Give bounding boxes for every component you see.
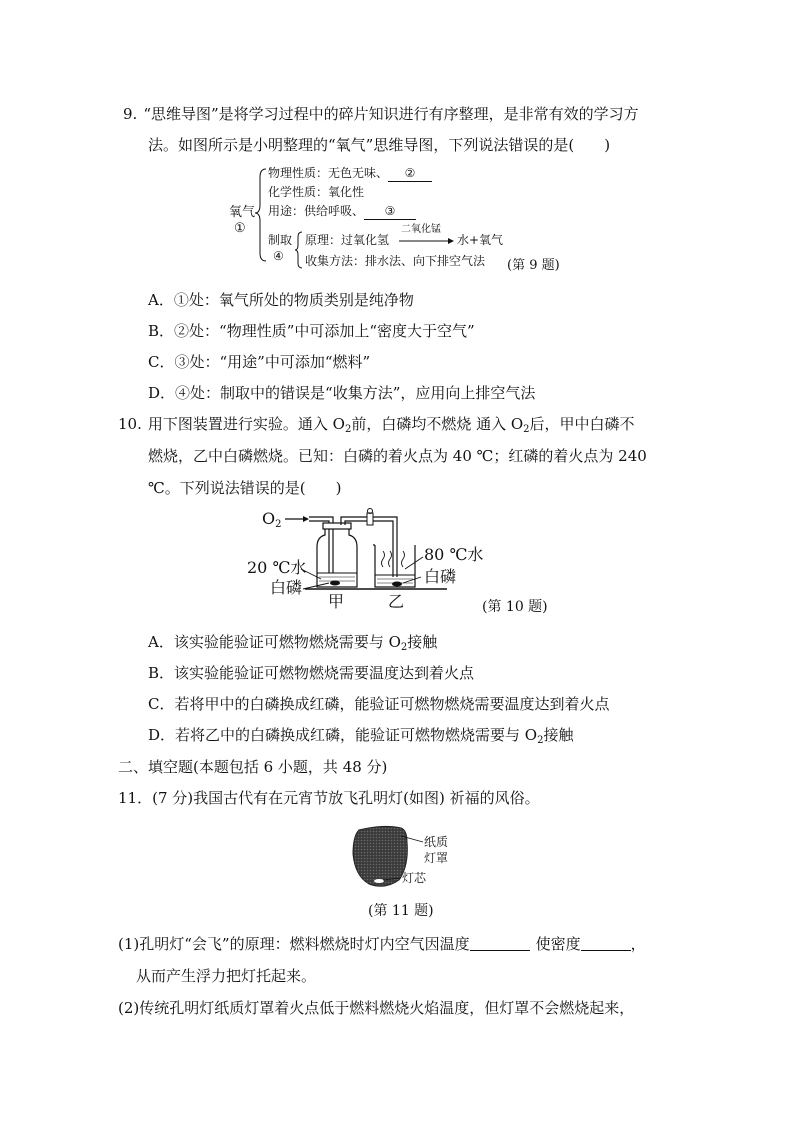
q10-number: 10. — [118, 415, 142, 433]
fig10-water-right: 80 ℃水 — [424, 545, 484, 564]
q10-figure-caption: (第 10 题) — [482, 599, 548, 615]
mindmap-products: 水+氧气 — [457, 233, 504, 247]
q11-blank-2[interactable] — [581, 934, 631, 951]
q9-figure-caption: (第 9 题) — [507, 258, 560, 273]
mindmap-physical: 物理性质：无色无味、 ② — [268, 165, 432, 182]
q10-option-c[interactable]: C．若将甲中的白磷换成红磷，能验证可燃物燃烧需要温度达到着火点 — [148, 695, 610, 713]
mindmap-prep-brace — [294, 230, 304, 270]
q9-line1 — [123, 104, 639, 124]
q9-option-d[interactable]: D．④处：制取中的错误是“收集方法”，应用向上排空气法 — [148, 384, 536, 402]
reaction-arrow — [398, 236, 456, 246]
q9-option-c[interactable]: C．③处：“用途”中可添加“燃料” — [148, 353, 371, 371]
mindmap-collect: 收集方法：排水法、向下排空气法 — [305, 254, 486, 268]
fig10-label-yi: 乙 — [388, 592, 405, 611]
fig10-phosphorus-right: 白磷 — [424, 567, 457, 586]
mindmap-chemical: 化学性质：氧化性 — [268, 185, 365, 199]
q11-number: 11． — [118, 789, 153, 807]
fig10-label-jia: 甲 — [328, 592, 345, 611]
fig10-o2-label: $O_2$ — [262, 509, 282, 530]
fig10-water-left: 20 ℃水 — [247, 558, 307, 577]
q9-option-b[interactable]: B．②处：“物理性质”中可添加上“密度大于空气” — [148, 322, 475, 340]
q9-number: 9. — [123, 105, 138, 123]
fig11-label-paper-2: 灯罩 — [424, 851, 449, 865]
mindmap-root-mark: ① — [234, 221, 246, 236]
mindmap-root: 氧气 — [229, 205, 256, 220]
mindmap-principle: 原理：过氧化氢 — [305, 233, 390, 247]
q11-sub1-line1: (1)孔明灯“会飞”的原理：燃料燃烧时灯内空气因温度 使密度 ， — [118, 935, 646, 953]
mindmap-catalyst: 二氧化锰 — [401, 224, 441, 235]
mindmap-prep: 制取 — [268, 233, 293, 247]
q11-figure-caption: (第 11 题) — [368, 903, 434, 919]
mindmap-use: 用途：供给呼吸、 ③ — [268, 203, 416, 220]
q11-intro: 11．(7 分)我国古代有在元宵节放飞孔明灯(如图) 祈福的风俗。 — [118, 789, 540, 807]
q9-stem-line1: “思维导图”是将学习过程中的碎片知识进行有序整理，是非常有效的学习方 — [143, 105, 639, 123]
section-fill-in-heading: 二、填空题(本题包括 6 小题，共 48 分) — [118, 758, 388, 776]
q11-blank-1[interactable] — [470, 934, 530, 951]
q9-option-a[interactable]: A．①处：氧气所处的物质类别是纯净物 — [148, 291, 414, 309]
q10-option-b[interactable]: B．该实验能验证可燃物燃烧需要温度达到着火点 — [148, 664, 475, 682]
mindmap-prep-mark: ④ — [273, 249, 284, 263]
q11-sub2-line1: (2)传统孔明灯纸质灯罩着火点低于燃料燃烧火焰温度，但灯罩不会燃烧起来， — [118, 999, 635, 1017]
q10-line2: 燃烧，乙中白磷燃烧。已知：白磷的着火点为 40 ℃；红磷的着火点为 240 — [148, 447, 647, 465]
q10-option-d[interactable]: D．若将乙中的白磷换成红磷，能验证可燃物燃烧需要与 $O_2$接触 — [148, 726, 574, 746]
fig11-label-paper-1: 纸质 — [424, 835, 449, 849]
mindmap-blank-3: ③ — [364, 203, 416, 220]
q11-sub1-line2: 从而产生浮力把灯托起来。 — [136, 967, 317, 985]
q9-stem-line2: 法。如图所示是小明整理的“氧气”思维导图，下列说法错误的是( ) — [148, 136, 611, 154]
fig10-phosphorus-left: 白磷 — [270, 578, 303, 597]
fig11-label-wick: 灯芯 — [402, 871, 427, 885]
q10-option-a[interactable]: A．该实验能验证可燃物燃烧需要与 $O_2$接触 — [148, 633, 438, 653]
q10-line1: 10. 用下图装置进行实验。通入 $O_2$前，白磷均不燃烧 通入 $O_2$后，甲中白磷不 — [118, 415, 635, 435]
q10-line3: ℃。下列说法错误的是( ) — [148, 479, 342, 497]
mindmap-blank-2: ② — [388, 165, 432, 182]
